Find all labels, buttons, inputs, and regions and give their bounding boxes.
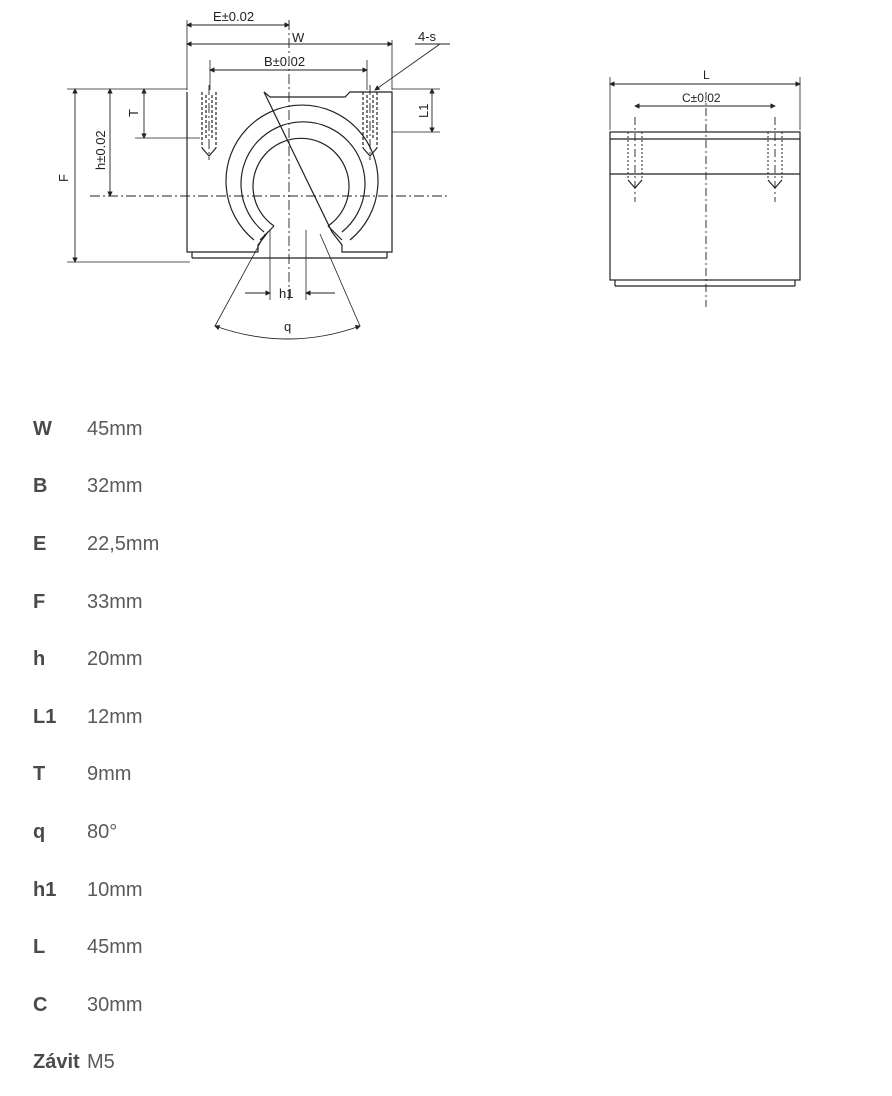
spec-value: 33mm — [87, 590, 143, 613]
spec-row — [33, 630, 159, 688]
side-housing-outline — [610, 132, 800, 280]
spec-row — [33, 861, 159, 919]
spec-key: B — [33, 475, 48, 498]
dim-label-e: E±0.02 — [213, 9, 255, 24]
spec-value: 9mm — [87, 763, 132, 786]
dim-label-c: C±0.02 — [682, 91, 721, 105]
side-view-drawing — [598, 62, 812, 312]
spec-key: W — [33, 417, 52, 440]
spec-value: 12mm — [87, 705, 143, 728]
spec-key: L1 — [33, 705, 57, 728]
dim-label-l: L — [703, 68, 710, 82]
spec-value: M5 — [87, 1051, 115, 1074]
spec-row — [33, 458, 159, 516]
spec-row — [33, 976, 159, 1034]
specs-table — [33, 400, 159, 1091]
spec-key: C — [33, 993, 48, 1016]
front-view-drawing — [30, 0, 472, 362]
dim-label-h1: h1 — [279, 286, 294, 301]
spec-value: 80° — [87, 820, 118, 843]
dim-label-h: h±0.02 — [93, 130, 108, 170]
spec-key: Závit — [33, 1051, 80, 1074]
spec-key: L — [33, 936, 46, 959]
bearing-outer-ring — [226, 105, 378, 240]
side-view-svg — [598, 62, 812, 312]
spec-value: 20mm — [87, 648, 143, 671]
dim-label-t: T — [126, 109, 141, 117]
spec-value: 22,5mm — [87, 532, 160, 555]
spec-row — [33, 688, 159, 746]
spec-row — [33, 746, 159, 804]
spec-value: 30mm — [87, 993, 143, 1016]
spec-row — [33, 515, 159, 573]
dim-label-f: F — [56, 174, 71, 182]
spec-key: q — [33, 820, 46, 843]
spec-row — [33, 573, 159, 631]
front-view-svg — [30, 0, 472, 362]
spec-key: T — [33, 763, 46, 786]
spec-row — [33, 918, 159, 976]
spec-key: E — [33, 532, 47, 555]
spec-value: 32mm — [87, 475, 143, 498]
spec-value: 10mm — [87, 878, 143, 901]
spec-key: F — [33, 590, 46, 613]
spec-row — [33, 1034, 159, 1092]
spec-row — [33, 400, 159, 458]
dim-label-l1: L1 — [416, 103, 431, 118]
dim-label-w: W — [292, 30, 305, 45]
spec-key: h1 — [33, 878, 57, 901]
spec-key: h — [33, 648, 46, 671]
dim-label-q: q — [284, 319, 292, 334]
shaft-bore — [253, 138, 349, 226]
spec-row — [33, 803, 159, 861]
dim-label-b: B±0.02 — [264, 54, 306, 69]
dim-label-s: 4-s — [418, 29, 437, 44]
spec-value: 45mm — [87, 417, 143, 440]
spec-value: 45mm — [87, 936, 143, 959]
